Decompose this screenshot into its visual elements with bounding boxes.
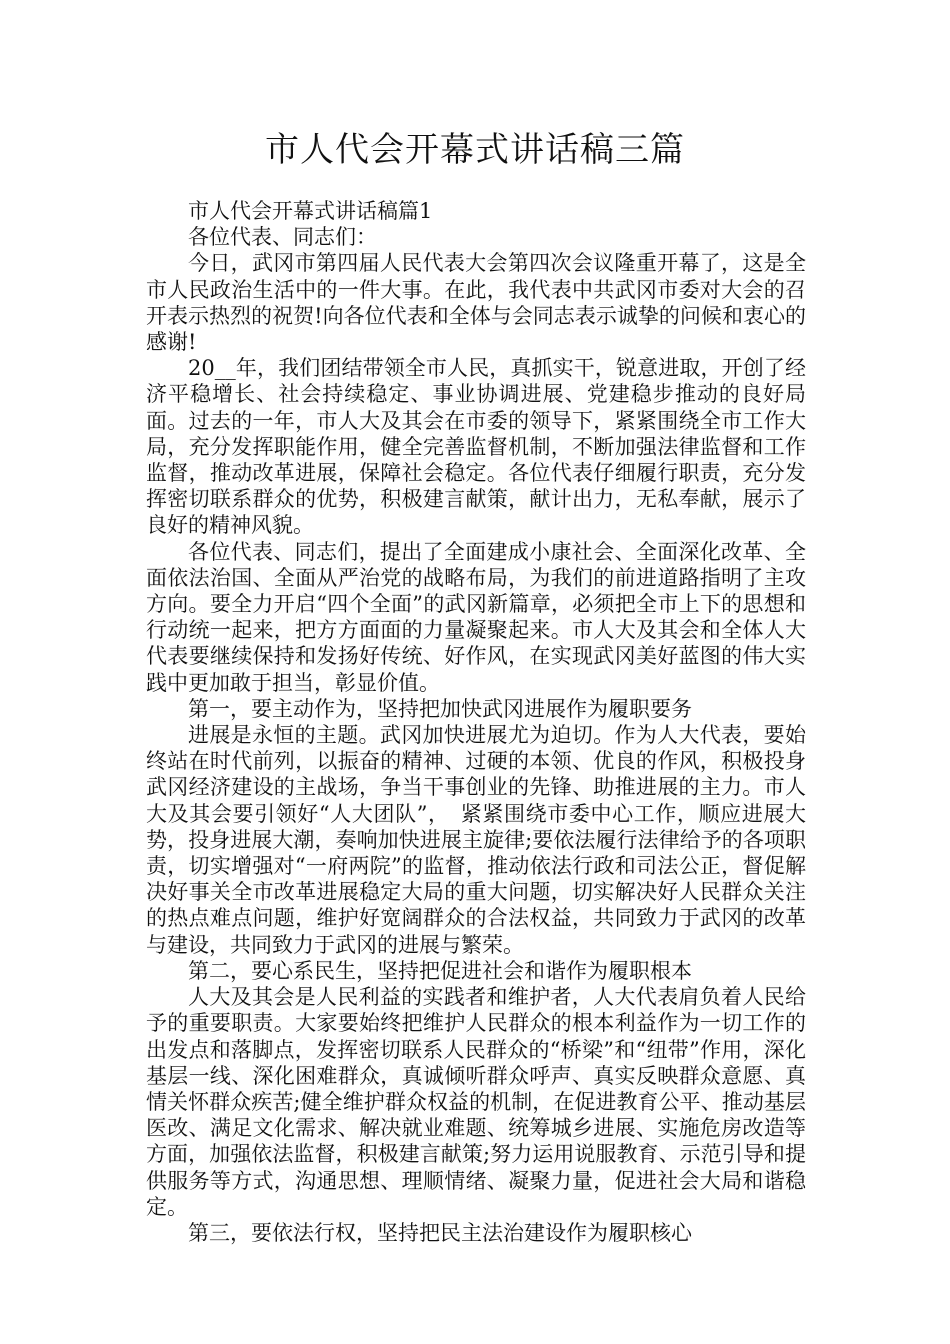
paragraph: 20__年，我们团结带领全市人民，真抓实干，锐意进取，开创了经济平稳增长、社会持续稳定、事业协调进展、党建稳步推动的良好局面。过去的一年，市人大及其会在市委的领导下，紧紧围绕全市工作大局，充分发挥职能作用，健全完善监督机制，不断加强法律监督和工作监督，推动改革进展，保障社会稳定。各位代表仔细履行职责，充分发挥密切联系群众的优势，积极建言献策，献计出力，无私奉献，展示了良好的精神风貌。 [146,356,806,538]
paragraph: 今日，武冈市第四届人民代表大会第四次会议隆重开幕了，这是全市人民政治生活中的一件大事。在此，我代表中共武冈市委对大会的召开表示热烈的祝贺!向各位代表和全体与会同志表示诚挚的问候和衷心的感谢! [146,251,806,355]
paragraph: 进展是永恒的主题。武冈加快进展尤为迫切。作为人大代表，要始终站在时代前列，以振奋的精神、过硬的本领、优良的作风，积极投身武冈经济建设的主战场，争当干事创业的先锋、助推进展的主力。市人大及其会要引领好“人大团队”， 紧紧围绕市委中心工作，顺应进展大势，投身进展大潮，奏响加快进展主旋律;要依法履行法律给予的各项职责，切实增强对“一府两院”的监督，推动依法行政和司法公正，督促解决好事关全市改革进展稳定大局的重大问题，切实解决好人民群众关注的热点难点问题，维护好宽阔群众的合法权益，共同致力于武冈的改革与建设，共同致力于武冈的进展与繁荣。 [146,723,806,957]
section-heading: 市人代会开幕式讲话稿篇1 [188,199,433,223]
document-body [146,198,806,1246]
salutation: 各位代表、同志们： [188,225,377,250]
point-heading: 第二，要心系民生，坚持把促进社会和谐作为履职根本 [188,958,692,983]
point-heading: 第三，要依法行权，坚持把民主法治建设作为履职核心 [188,1220,692,1245]
document-title: 市人代会开幕式讲话稿三篇 [265,130,685,170]
paragraph: 各位代表、同志们，提出了全面建成小康社会、全面深化改革、全面依法治国、全面从严治党的战略布局，为我们的前进道路指明了主攻方向。要全力开启“四个全面”的武冈新篇章，必须把全市上下的思想和行动统一起来，把方方面面的力量凝聚起来。市人大及其会和全体人大代表要继续保持和发扬好传统、好作风，在实现武冈美好蓝图的伟大实践中更加敢于担当，彰显价值。 [146,539,806,695]
point-heading: 第一，要主动作为，坚持把加快武冈进展作为履职要务 [188,696,692,721]
paragraph: 人大及其会是人民利益的实践者和维护者，人大代表肩负着人民给予的重要职责。大家要始终把维护人民群众的根本利益作为一切工作的出发点和落脚点，发挥密切联系人民群众的“桥梁”和“纽带”作用，深化基层一线、深化困难群众，真诚倾听群众呼声、真实反映群众意愿、真情关怀群众疾苦;健全维护群众权益的机制，在促进教育公平、推动基层医改、满足文化需求、解决就业难题、统筹城乡进展、实施危房改造等方面，加强依法监督，积极建言献策;努力运用说服教育、示范引导和提供服务等方式，沟通思想、理顺情绪、凝聚力量，促进社会大局和谐稳定。 [146,985,806,1219]
